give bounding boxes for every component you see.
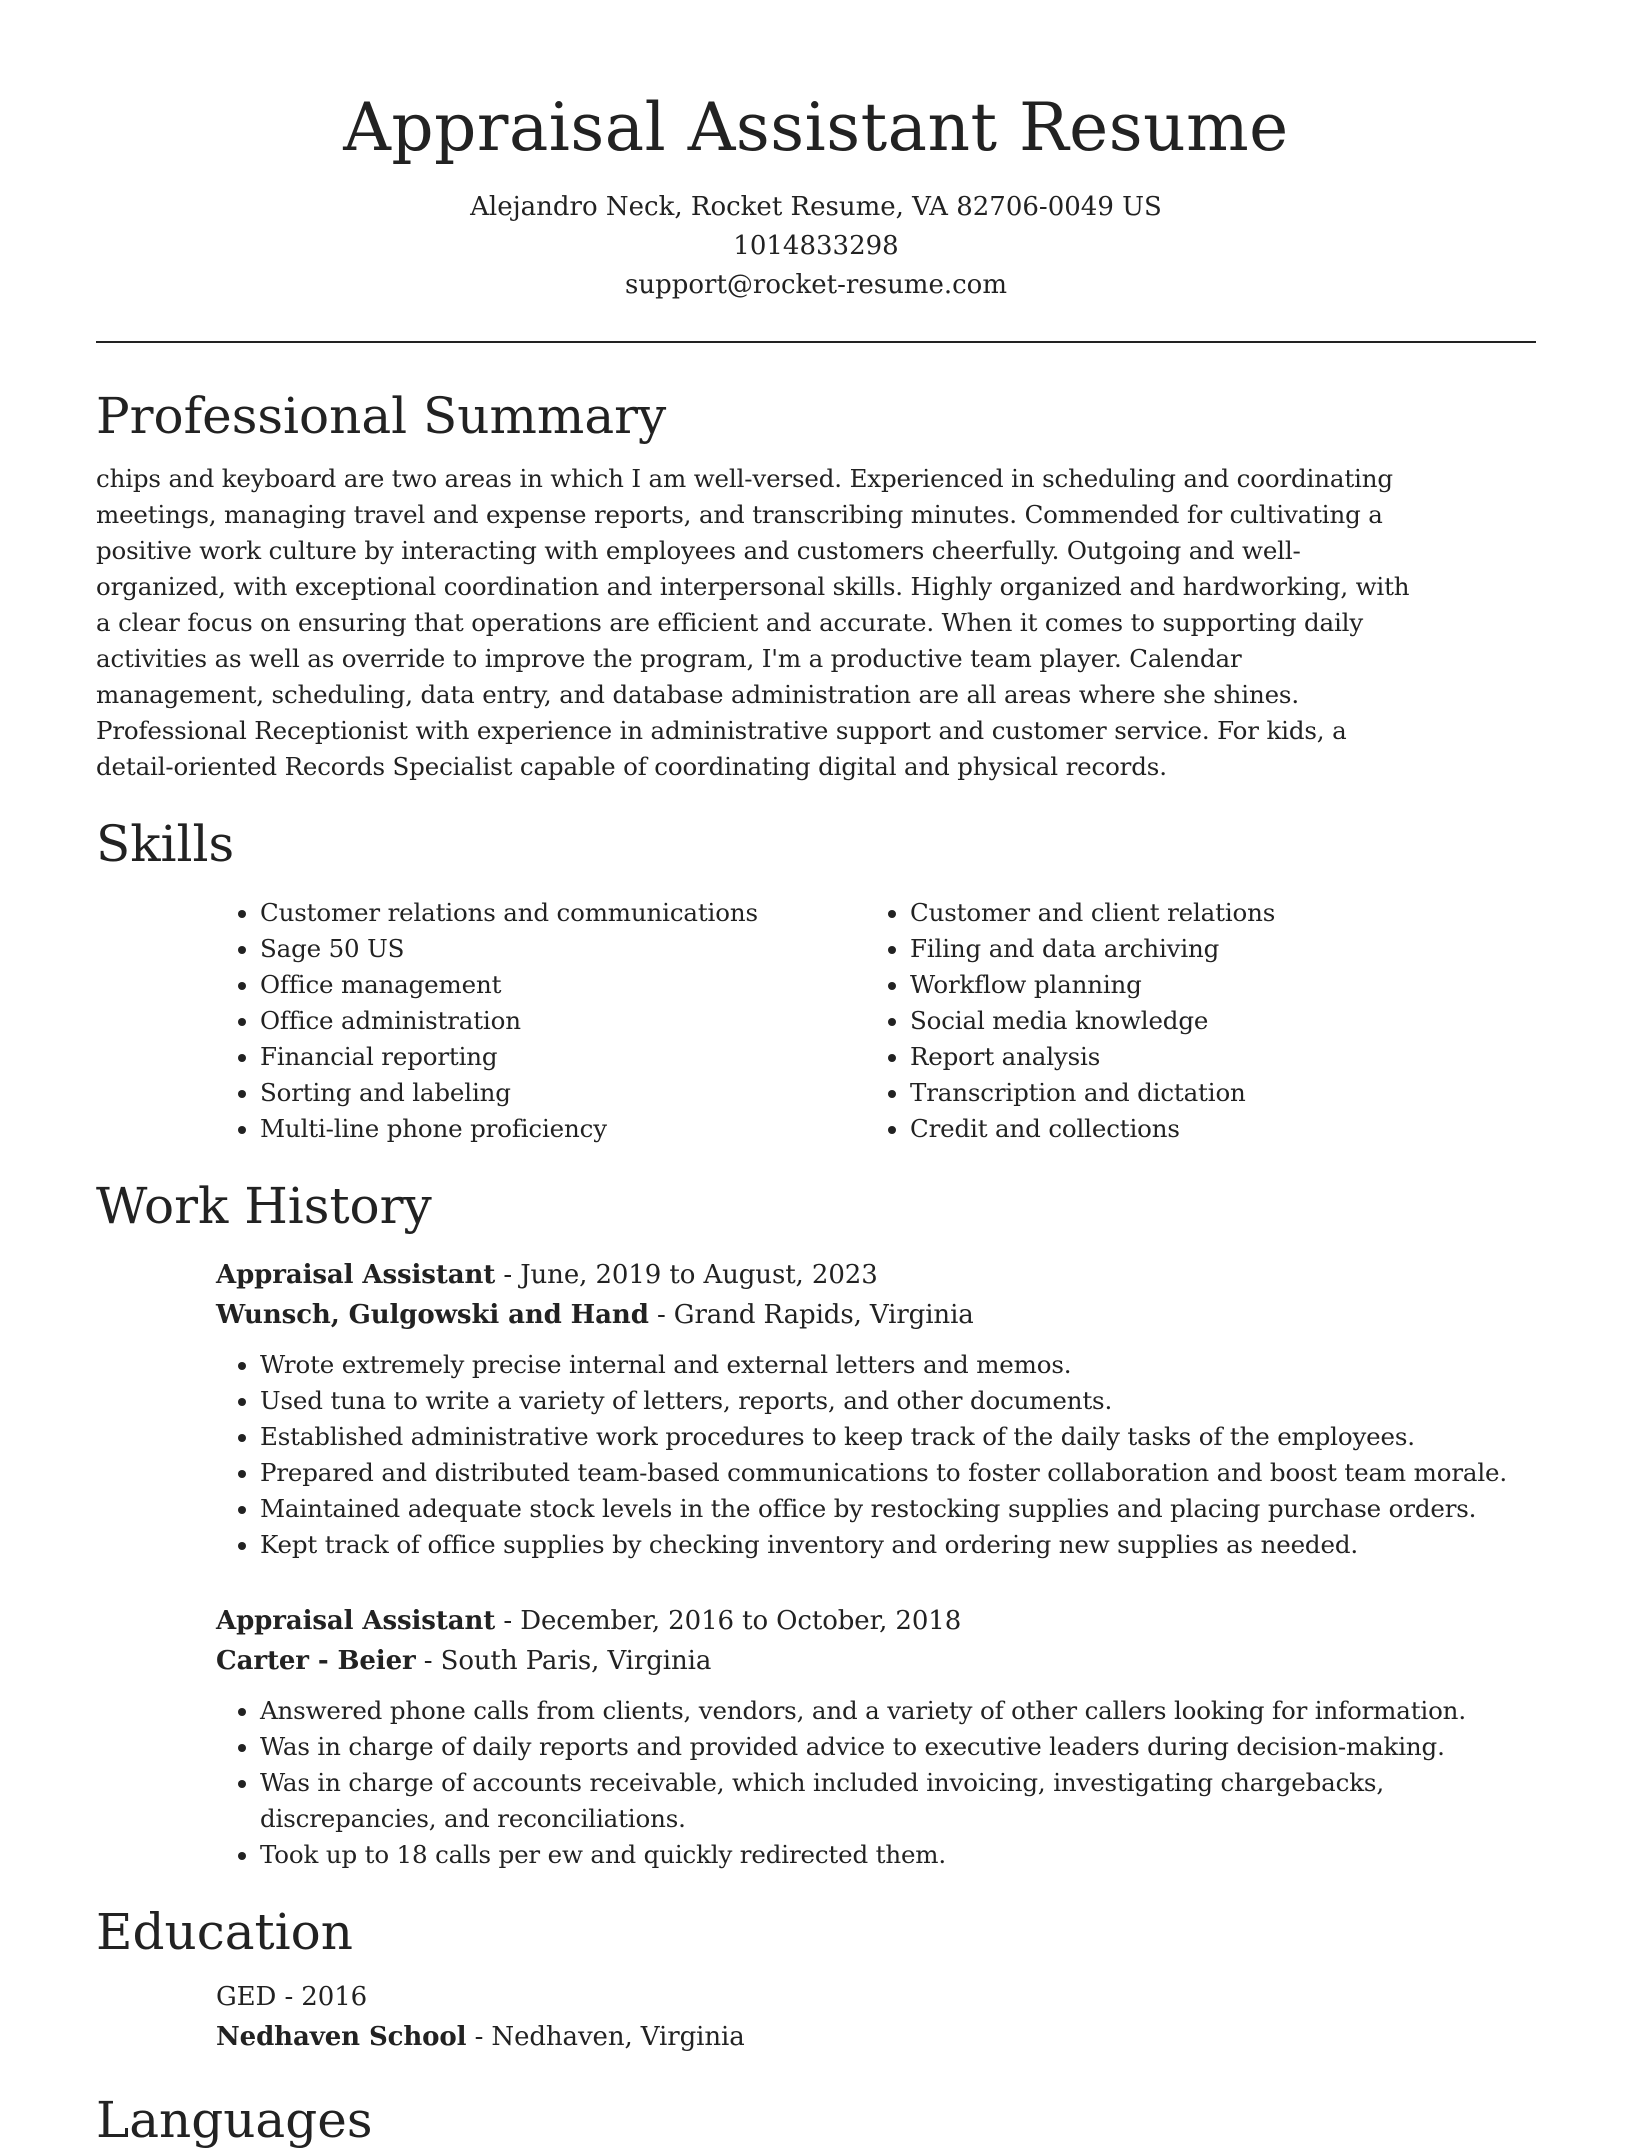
job-company-line [216,1641,1536,1681]
skill-item: • Report analysis [910,1039,1470,1075]
duty-item: • Was in charge of daily reports and provided advice to executive leaders during decision-making. [260,1729,1536,1765]
education-degree: GED [216,1982,277,2012]
skill-item: • Financial reporting [260,1039,866,1075]
contact-info [96,188,1536,305]
skills-heading: Skills [96,815,235,873]
languages-section [96,2087,1536,2153]
job-title: Appraisal Assistant [216,1606,496,1636]
education-location: - Nedhaven, Virginia [466,2022,745,2052]
duty-item: • Answered phone calls from clients, vendors, and a variety of other callers looking for information. [260,1693,1536,1729]
education-heading: Education [96,1903,353,1961]
education-school: Nedhaven School [216,2022,467,2052]
summary-section [96,383,1536,785]
job-company: Wunsch, Gulgowski and Hand [216,1300,649,1330]
education-school-line [216,2017,1536,2057]
job-entry [216,1601,1536,1873]
education-entry [216,1977,1536,2057]
contact-address: Alejandro Neck, Rocket Resume, VA 82706-0049 US [470,192,1162,222]
job-dates: - December, 2016 to October, 2018 [495,1606,962,1636]
job-title-line [216,1601,1536,1641]
languages-heading: Languages [96,2091,373,2149]
summary-heading: Professional Summary [96,387,667,445]
duty-item: • Was in charge of accounts receivable, which included invoicing, investigating chargebacks, discrepancies, and reconciliations. [260,1765,1536,1837]
skills-section [96,811,1536,1147]
job-location: - Grand Rapids, Virginia [648,1300,974,1330]
skill-item: • Customer relations and communications [260,895,866,931]
education-section [96,1899,1536,2057]
summary-text: chips and keyboard are two areas in which I am well-versed. Experienced in scheduling and coordinating meetings, managing travel and expense reports, and transcribing minutes. Commended for cultivating a positive work culture by interacting with employees and customers cheerfully. Outgoing and well-organized, with exceptional coordination and interpersonal skills. Highly organized and hardworking, with a clear focus on ensuring that operations are efficient and accurate. When it comes to supporting daily activities as well as override to improve the program, I'm a productive team player. Calendar management, scheduling, data entry, and database administration are all areas where she shines. Professional Receptionist with experience in administrative support and customer service. For kids, a detail-oriented Records Specialist capable of coordinating digital and physical records. [96,464,1410,781]
job-title-line [216,1255,1536,1295]
education-degree-line [216,1977,1536,2017]
resume-header [96,0,1536,305]
skills-column-right [866,895,1470,1147]
skill-item: • Credit and collections [910,1111,1470,1147]
duty-item: • Kept track of office supplies by checking inventory and ordering new supplies as needed. [260,1527,1536,1563]
duty-item: • Took up to 18 calls per ew and quickly redirected them. [260,1837,1536,1873]
skill-item: • Workflow planning [910,967,1470,1003]
job-location: - South Paris, Virginia [415,1646,712,1676]
job-duties [216,1693,1536,1873]
skill-item: • Transcription and dictation [910,1075,1470,1111]
skill-item: • Customer and client relations [910,895,1470,931]
header-divider [96,341,1536,343]
job-title: Appraisal Assistant [216,1260,496,1290]
duty-item: • Established administrative work procedures to keep track of the daily tasks of the employees. [260,1419,1536,1455]
skill-item: • Sorting and labeling [260,1075,866,1111]
skill-item: • Filing and data archiving [910,931,1470,967]
skill-item: • Sage 50 US [260,931,866,967]
duty-item: • Maintained adequate stock levels in the office by restocking supplies and placing purchase orders. [260,1491,1536,1527]
duty-item: • Prepared and distributed team-based communications to foster collaboration and boost team morale. [260,1455,1536,1491]
skill-item: • Office administration [260,1003,866,1039]
job-company-line [216,1295,1536,1335]
education-year: - 2016 [276,1982,368,2012]
duty-item: • Wrote extremely precise internal and external letters and memos. [260,1347,1536,1383]
resume-title: Appraisal Assistant Resume [343,89,1289,166]
duty-item: • Used tuna to write a variety of letters, reports, and other documents. [260,1383,1536,1419]
skills-column-left [216,895,866,1147]
skill-item: • Multi-line phone proficiency [260,1111,866,1147]
skills-list [216,895,1536,1147]
job-duties [216,1347,1536,1563]
job-dates: - June, 2019 to August, 2023 [495,1260,878,1290]
job-company: Carter - Beier [216,1646,416,1676]
resume-page [96,0,1536,2153]
job-entry [216,1255,1536,1563]
work-history-section [96,1173,1536,1873]
work-history-heading: Work History [96,1177,432,1235]
contact-email: support@rocket-resume.com [624,270,1007,300]
contact-phone: 1014833298 [733,231,899,261]
skill-item: • Office management [260,967,866,1003]
skill-item: • Social media knowledge [910,1003,1470,1039]
